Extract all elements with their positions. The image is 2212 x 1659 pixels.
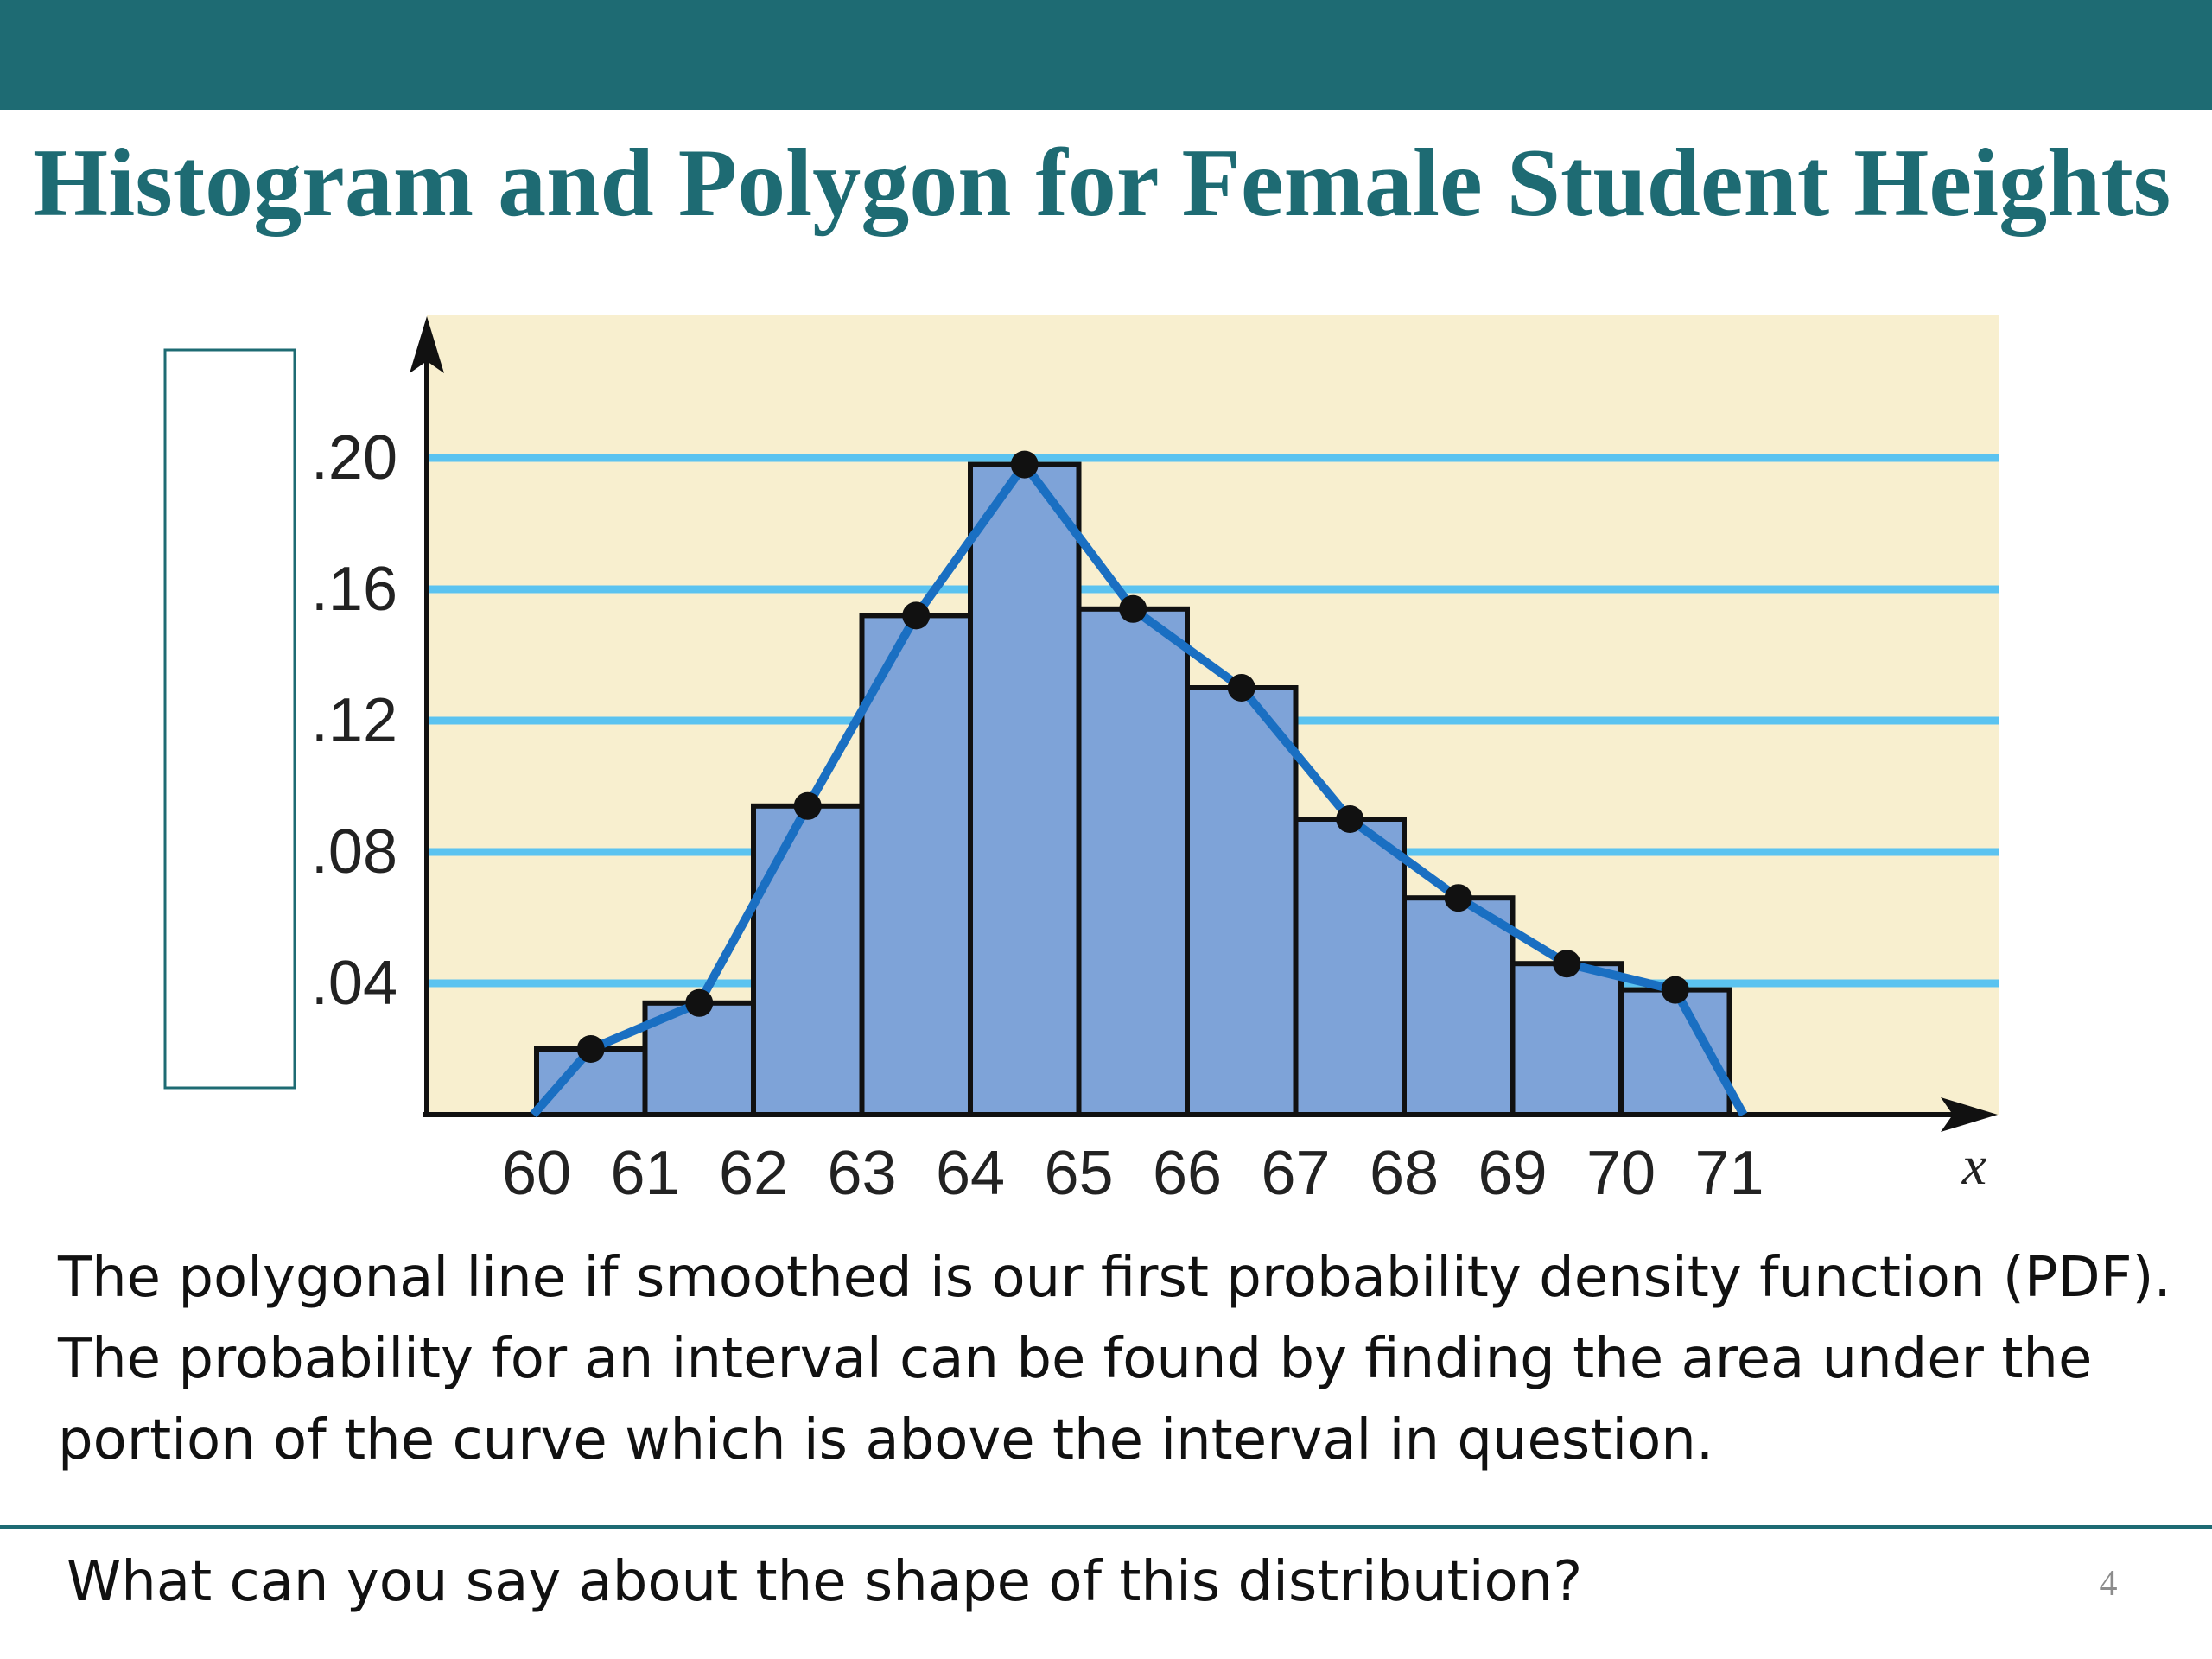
polygon-point: [1553, 950, 1580, 977]
polygon-point: [1119, 595, 1147, 623]
x-tick-label: 71: [1694, 1139, 1764, 1208]
y-tick-label: .12: [310, 686, 397, 755]
body-line: The probability for an interval can be found by finding the area under the: [58, 1327, 2093, 1391]
x-tick-label: 65: [1044, 1139, 1114, 1208]
polygon-point: [1011, 451, 1039, 479]
slide-title: Histogram and Polygon for Female Student Heights: [33, 130, 2171, 237]
polygon-point: [1662, 976, 1689, 1004]
header-bar: [0, 0, 2212, 110]
polygon-point: [685, 989, 713, 1017]
x-tick-label: 67: [1261, 1139, 1331, 1208]
x-tick-label: 64: [935, 1139, 1006, 1208]
bar-62: [753, 806, 862, 1115]
x-tick-label: 63: [827, 1139, 897, 1208]
polygon-point: [1228, 674, 1255, 702]
body-line: portion of the curve which is above the interval in question.: [58, 1408, 1714, 1472]
polygon-point: [577, 1035, 605, 1063]
x-tick-label: 61: [610, 1139, 680, 1208]
bar-65: [1079, 609, 1188, 1115]
bar-64: [970, 465, 1079, 1115]
bar-67: [1296, 819, 1405, 1115]
x-tick-label: 62: [718, 1139, 789, 1208]
polygon-point: [794, 792, 822, 820]
x-axis-label: x: [1961, 1135, 1987, 1196]
x-tick-label: 70: [1586, 1139, 1656, 1208]
bar-68: [1404, 898, 1513, 1115]
y-tick-label: .04: [310, 949, 397, 1018]
polygon-point: [902, 601, 930, 629]
body-line: The polygonal line if smoothed is our first probability density function (PDF).: [58, 1246, 2171, 1310]
y-axis-label-box: [165, 350, 295, 1088]
y-tick-label: .16: [310, 555, 397, 624]
polygon-point: [1336, 805, 1363, 833]
y-tick-label: .08: [310, 817, 397, 887]
polygon-point: [1445, 884, 1472, 912]
footer-divider: [0, 1525, 2212, 1529]
body-text: [58, 1237, 2183, 1481]
x-tick-label: 69: [1478, 1139, 1548, 1208]
page-number: 4: [2099, 1564, 2118, 1604]
bar-69: [1513, 963, 1622, 1115]
bar-66: [1187, 688, 1296, 1115]
question-text: What can you say about the shape of this distribution?: [67, 1550, 1583, 1614]
y-tick-label: .20: [310, 423, 397, 493]
x-tick-label: 66: [1152, 1139, 1223, 1208]
x-tick-label: 68: [1369, 1139, 1440, 1208]
x-tick-label: 60: [501, 1139, 572, 1208]
histogram-chart: [0, 294, 2212, 1227]
